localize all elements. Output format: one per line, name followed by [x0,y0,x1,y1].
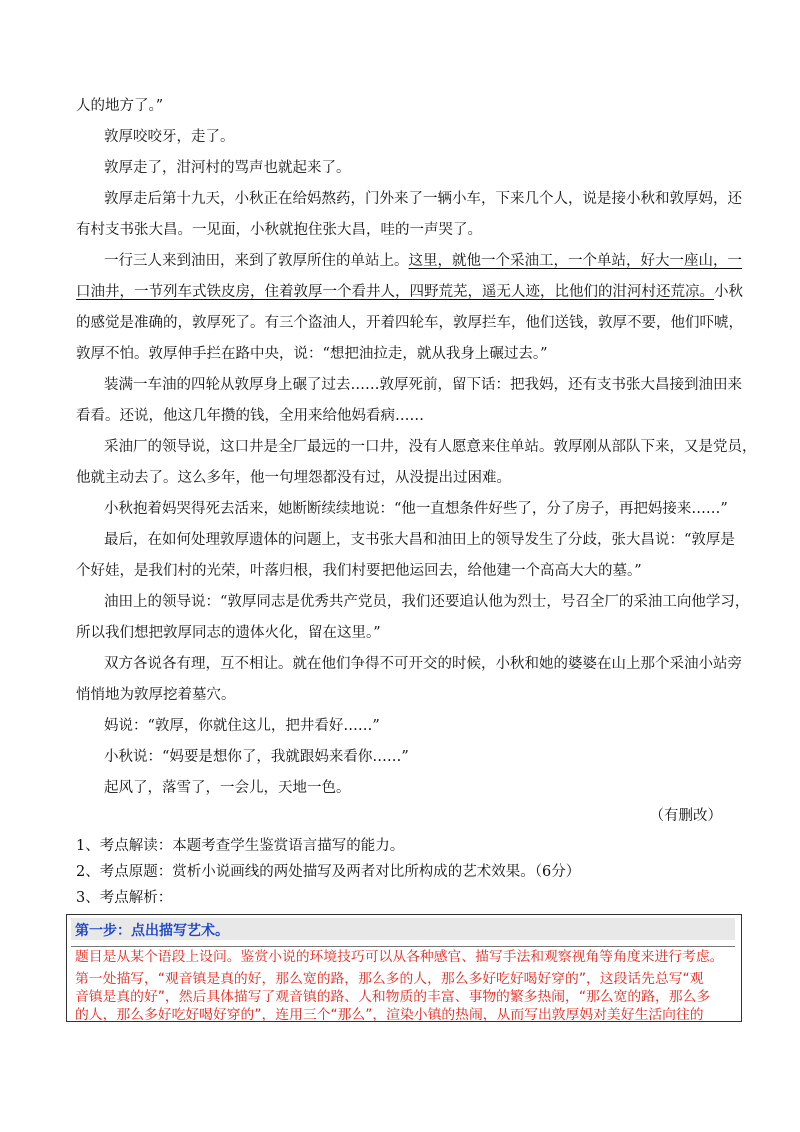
story-line: 采油厂的领导说，这口井是全厂最远的一口井，没有人愿意来住单站。敦厚刚从部队下来，又是党员， [104,439,757,455]
story-line: 敦厚咬咬牙，走了。 [104,129,235,145]
answer-box [66,914,742,1022]
story-line: 他就主动去了。这么多年，他一句埋怨都没有过，从没提出过困难。 [76,470,511,486]
story-line: 油田上的领导说：“敦厚同志是优秀共产党员，我们还要追认他为烈士，号召全厂的采油工向他学习， [104,594,750,610]
story-line: 装满一车油的四轮从敦厚身上碾了过去……敦厚死前，留下话：把我妈，还有支书张大昌接到油田来 [104,377,742,393]
step-heading: 第一步：点出描写艺术。 [75,923,229,939]
analysis-item: 3、考点解析： [76,890,173,906]
story-line: 双方各说各有理，互不相让。就在他们争得不可开交的时候，小秋和她的婆婆在山上那个采油小站旁 [104,656,742,672]
answer-line: 题目是从某个语段上设问。鉴赏小说的环境技巧可以从各种感官、描写手法和观察视角等角度来进行考虑。 [75,949,724,965]
answer-line: 的人，那么多好吃好喝好穿的”，连用三个“那么”，渲染小镇的热闹，从而写出敦厚妈对美好生活向往的 [75,1007,704,1023]
story-line: 妈说：“敦厚，你就住这儿，把井看好……” [104,718,380,734]
source-note: （有删改） [649,808,722,824]
story-line: 小秋说：“妈要是想你了，我就跟妈来看你……” [104,749,409,765]
story-line: 看看。还说，他这几年攒的钱，全用来给他妈看病…… [76,408,424,424]
answer-line: 音镇是真的好”，然后具体描写了观音镇的路、人和物质的丰富、事物的繁多热闹，“那么宽的路，那么多 [75,989,711,1005]
story-line: 的感觉是准确的，敦厚死了。有三个盗油人，开着四轮车，敦厚拦车，他们送钱，敦厚不要，他们吓唬， [76,315,743,331]
story-line-underlined [104,251,742,271]
story-line: 敦厚走后第十九天，小秋正在给妈熬药，门外来了一辆小车，下来几个人，说是接小秋和敦厚妈，还 [104,191,742,207]
analysis-item: 2、考点原题：赏析小说画线的两处描写及两者对比所构成的艺术效果。（6分） [76,864,581,880]
story-text: 小秋 [714,284,743,300]
story-line: 敦厚走了，泔河村的骂声也就起来了。 [104,160,351,176]
story-line: 敦厚不怕。敦厚伸手拦在路中央，说：“想把油拉走，就从我身上碾过去。” [76,346,548,362]
story-line: 最后，在如何处理敦厚遗体的问题上，支书张大昌和油田上的领导发生了分歧，张大昌说：“敦厚是 [104,532,735,548]
story-line: 人的地方了。” [76,98,164,114]
story-text: 一行三人来到油田，来到了敦厚所住的单站上。 [104,253,409,269]
story-line: 小秋抱着妈哭得死去活来，她断断续续地说：“他一直想条件好些了，分了房子，再把妈接来……” [104,501,728,517]
story-line: 个好娃，是我们村的光荣，叶落归根，我们村要把他运回去，给他建一个高高大大的墓。” [76,563,642,579]
analysis-item: 1、考点解读：本题考查学生鉴赏语言描写的能力。 [76,838,405,854]
underlined-description: 这里，就他一个采油工，一个单站，好大一座山，一 [408,253,742,269]
story-line-underlined [76,282,743,302]
story-line: 起风了，落雪了，一会儿，天地一色。 [104,780,351,796]
story-line: 悄悄地为敦厚挖着墓穴。 [76,687,236,703]
story-line: 有村支书张大昌。一见面，小秋就抱住张大昌，哇的一声哭了。 [76,222,482,238]
answer-line: 第一处描写，“观音镇是真的好，那么宽的路，那么多的人，那么多好吃好喝好穿的”，这段话先总写“观 [75,971,704,987]
story-line: 所以我们想把敦厚同志的遗体火化，留在这里。” [76,625,381,641]
step-heading-bar [71,918,735,940]
underlined-description: 口油井，一节列车式铁皮房，住着敦厚一个看井人，四野荒芜，遥无人迹，比他们的泔河村还荒凉。 [76,284,714,300]
